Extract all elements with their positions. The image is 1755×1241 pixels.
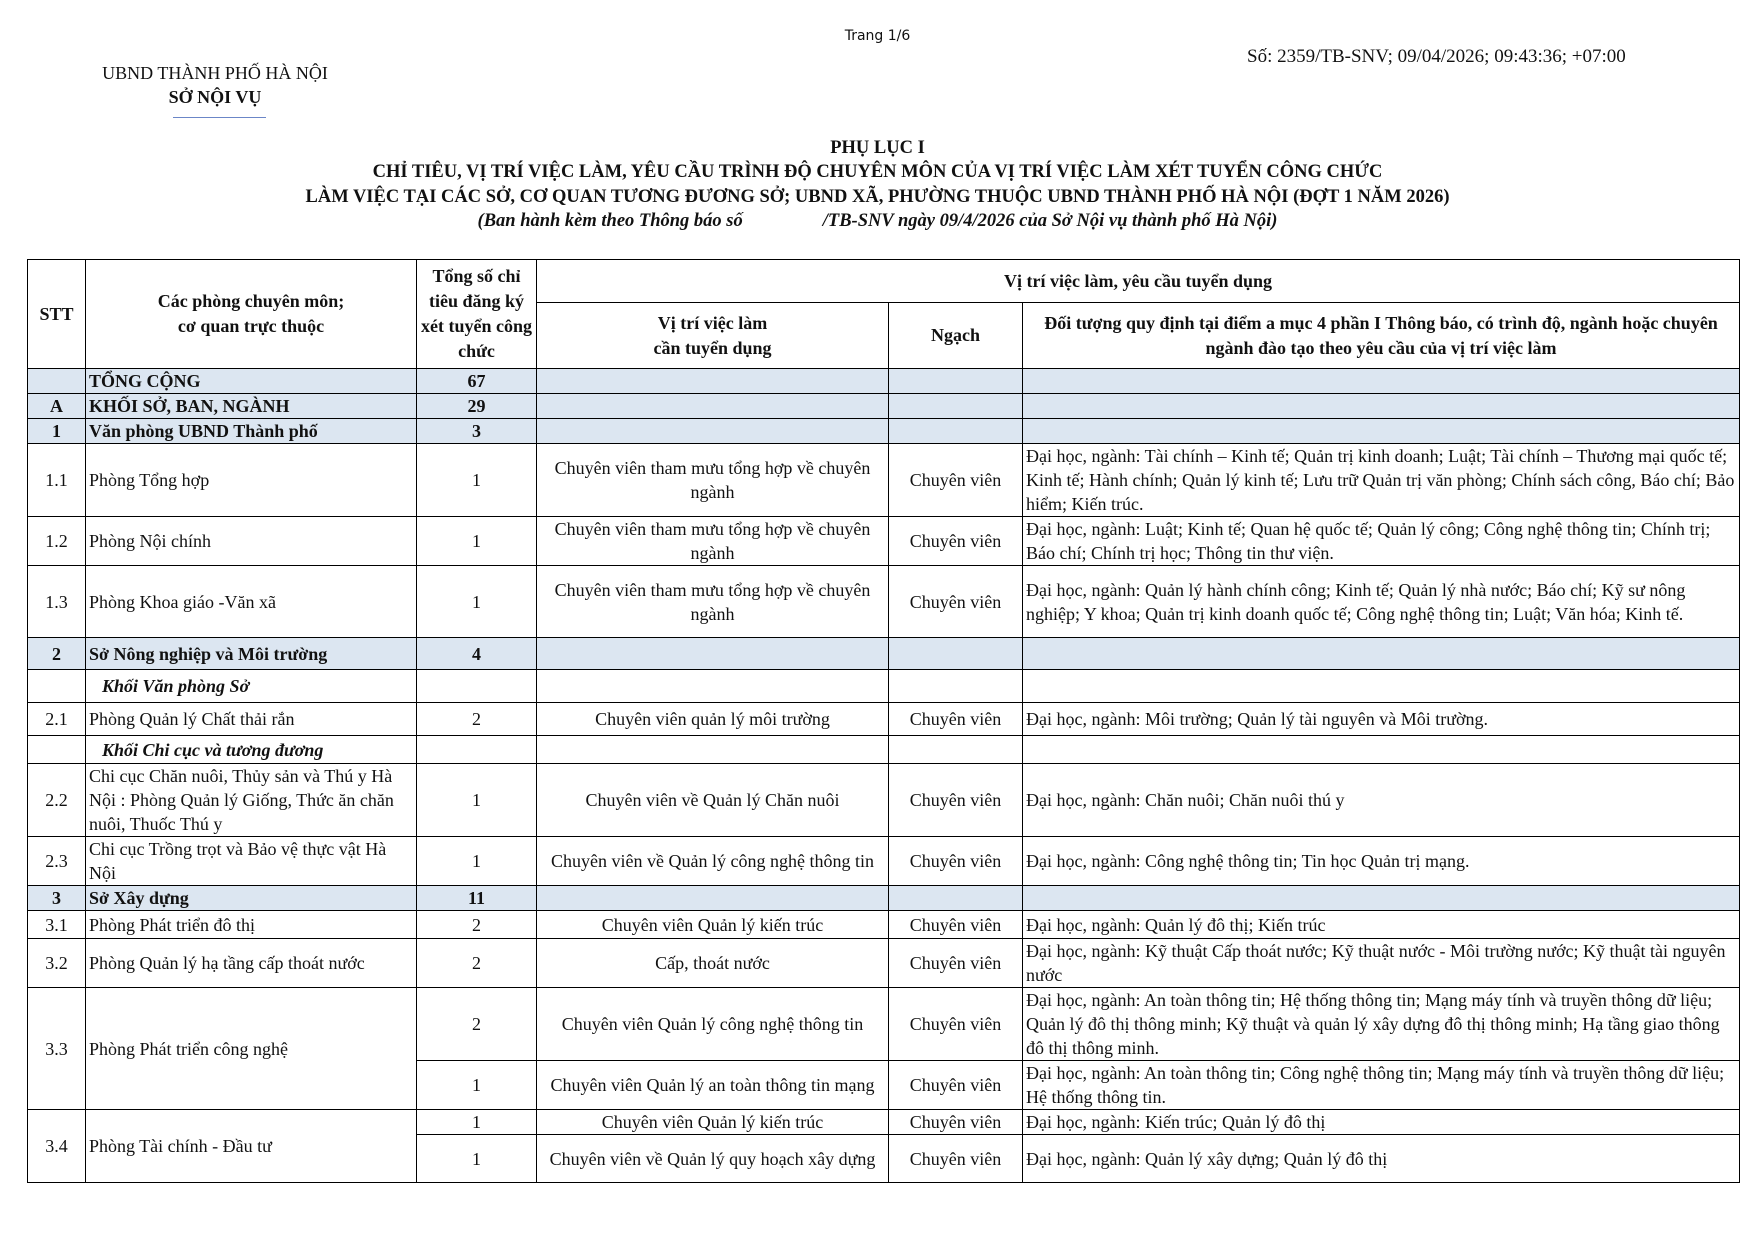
header-position: Vị trí việc làm cần tuyển dụng [537, 303, 889, 369]
header-department: Các phòng chuyên môn; cơ quan trực thuộc [86, 260, 417, 369]
cell-rank: Chuyên viên [889, 837, 1023, 886]
cell-position: Chuyên viên Quản lý kiến trúc [537, 911, 889, 939]
cell-rank: Chuyên viên [889, 517, 1023, 566]
cell-rank: Chuyên viên [889, 1061, 1023, 1110]
header-requirement: Đối tượng quy định tại điểm a mục 4 phần I Thông báo, có trình độ, ngành hoặc chuyên ngành đào tạo theo yêu cầu của vị trí việc làm [1023, 303, 1740, 369]
cell-name: TỔNG CỘNG [86, 369, 417, 394]
cell-requirement: Đại học, ngành: Luật; Kinh tế; Quan hệ quốc tế; Quản lý công; Công nghệ thông tin; Chính trị; Báo chí; Chính trị học; Thông tin thư viện. [1023, 517, 1740, 566]
cell-requirement: Đại học, ngành: Công nghệ thông tin; Tin học Quản trị mạng. [1023, 837, 1740, 886]
cell-position: Chuyên viên về Quản lý công nghệ thông tin [537, 837, 889, 886]
cell-requirement: Đại học, ngành: Quản lý đô thị; Kiến trúc [1023, 911, 1740, 939]
table-row-subgroup [28, 736, 1740, 764]
cell-requirement: Đại học, ngành: Kỹ thuật Cấp thoát nước; Kỹ thuật nước - Môi trường nước; Kỹ thuật tài nguyên nước [1023, 939, 1740, 988]
cell-requirement: Đại học, ngành: An toàn thông tin; Công nghệ thông tin; Mạng máy tính và truyền thông dữ liệu; Hệ thống thông tin. [1023, 1061, 1740, 1110]
cell-quota: 1 [417, 1135, 537, 1183]
cell-name: KHỐI SỞ, BAN, NGÀNH [86, 394, 417, 419]
cell-requirement: Đại học, ngành: Kiến trúc; Quản lý đô thị [1023, 1110, 1740, 1135]
cell-name: Chi cục Chăn nuôi, Thủy sản và Thú y Hà Nội : Phòng Quản lý Giống, Thức ăn chăn nuôi, Thuốc Thú y [86, 764, 417, 837]
cell-stt: 3 [28, 886, 86, 911]
cell-quota: 3 [417, 419, 537, 444]
table-row-section-2 [28, 638, 1740, 670]
subtitle-part-2: /TB-SNV ngày 09/4/2026 của Sở Nội vụ thành phố Hà Nội) [822, 211, 1278, 231]
cell-quota: 4 [417, 638, 537, 670]
cell-quota: 1 [417, 444, 537, 517]
cell-rank: Chuyên viên [889, 1110, 1023, 1135]
table-row-section-1 [28, 419, 1740, 444]
document-title-line-2: LÀM VIỆC TẠI CÁC SỞ, CƠ QUAN TƯƠNG ĐƯƠNG SỞ; UBND XÃ, PHƯỜNG THUỘC UBND THÀNH PHỐ HÀ NỘI (ĐỢT 1 NĂM 2026) [305, 187, 1450, 207]
cell-name: Phòng Nội chính [86, 517, 417, 566]
cell-name: Phòng Phát triển đô thị [86, 911, 417, 939]
cell-stt: 3.1 [28, 911, 86, 939]
cell-name: Phòng Quản lý Chất thải rắn [86, 703, 417, 736]
table-row [28, 1110, 1740, 1135]
cell-quota: 1 [417, 517, 537, 566]
cell-requirement: Đại học, ngành: Chăn nuôi; Chăn nuôi thú y [1023, 764, 1740, 837]
header-quota: Tổng số chỉ tiêu đăng ký xét tuyển công chức [417, 260, 537, 369]
cell-rank: Chuyên viên [889, 444, 1023, 517]
cell-name: Văn phòng UBND Thành phố [86, 419, 417, 444]
cell-stt: A [28, 394, 86, 419]
cell-name: Phòng Tổng hợp [86, 444, 417, 517]
cell-name: Sở Nông nghiệp và Môi trường [86, 638, 417, 670]
issuing-department: SỞ NỘI VỤ [168, 87, 262, 107]
cell-name: Chi cục Trồng trọt và Bảo vệ thực vật Hà Nội [86, 837, 417, 886]
cell-position: Chuyên viên Quản lý an toàn thông tin mạng [537, 1061, 889, 1110]
cell-quota: 2 [417, 988, 537, 1061]
table-row [28, 764, 1740, 837]
cell-stt: 1 [28, 419, 86, 444]
cell-position: Chuyên viên về Quản lý Chăn nuôi [537, 764, 889, 837]
cell-quota: 1 [417, 1061, 537, 1110]
cell-stt: 2.3 [28, 837, 86, 886]
cell-name: Phòng Phát triển công nghệ [86, 988, 417, 1110]
table-row [28, 988, 1740, 1061]
cell-name: Sở Xây dựng [86, 886, 417, 911]
cell-rank: Chuyên viên [889, 703, 1023, 736]
document-title-line-1: CHỈ TIÊU, VỊ TRÍ VIỆC LÀM, YÊU CẦU TRÌNH ĐỘ CHUYÊN MÔN CỦA VỊ TRÍ VIỆC LÀM XÉT TUYỂN CÔNG CHỨC [372, 162, 1383, 182]
cell-quota: 2 [417, 939, 537, 988]
cell-requirement: Đại học, ngành: Tài chính – Kinh tế; Quản trị kinh doanh; Luật; Tài chính – Thương mại quốc tế; Kinh tế; Hành chính; Quản lý kinh tế; Lưu trữ Quản trị văn phòng; Chính sách công, Báo chí; Bảo hiểm; Kiến trúc. [1023, 444, 1740, 517]
cell-stt: 2 [28, 638, 86, 670]
issuing-authority: UBND THÀNH PHỐ HÀ NỘI [102, 63, 328, 83]
cell-rank: Chuyên viên [889, 566, 1023, 638]
cell-stt: 3.3 [28, 988, 86, 1110]
cell-requirement: Đại học, ngành: Quản lý hành chính công; Kinh tế; Quản lý nhà nước; Báo chí; Kỹ sư nông nghiệp; Y khoa; Quản trị kinh doanh quốc tế; Công nghệ thông tin; Luật; Văn hóa; Kinh tế. [1023, 566, 1740, 638]
cell-rank: Chuyên viên [889, 764, 1023, 837]
table-row-subgroup [28, 670, 1740, 703]
cell-position: Cấp, thoát nước [537, 939, 889, 988]
cell-stt: 1.1 [28, 444, 86, 517]
cell-stt: 1.2 [28, 517, 86, 566]
cell-name: Phòng Tài chính - Đầu tư [86, 1110, 417, 1183]
table-row [28, 444, 1740, 517]
cell-quota: 1 [417, 837, 537, 886]
cell-position: Chuyên viên Quản lý công nghệ thông tin [537, 988, 889, 1061]
table-row-section-3 [28, 886, 1740, 911]
table-row [28, 911, 1740, 939]
cell-name: Phòng Khoa giáo -Văn xã [86, 566, 417, 638]
cell-subgroup: Khối Chi cục và tương đương [86, 736, 417, 764]
divider-line [173, 117, 266, 118]
table-row [28, 837, 1740, 886]
document-number: Số: 2359/TB-SNV; 09/04/2026; 09:43:36; +07:00 [1247, 46, 1626, 67]
cell-quota: 11 [417, 886, 537, 911]
cell-rank: Chuyên viên [889, 1135, 1023, 1183]
cell-stt [28, 369, 86, 394]
cell-position: Chuyên viên quản lý môi trường [537, 703, 889, 736]
cell-position: Chuyên viên về Quản lý quy hoạch xây dựng [537, 1135, 889, 1183]
cell-quota: 2 [417, 911, 537, 939]
cell-requirement: Đại học, ngành: An toàn thông tin; Hệ thống thông tin; Mạng máy tính và truyền thông dữ liệu; Quản lý đô thị thông minh; Kỹ thuật và quản lý xây dựng đô thị thông minh; Hạ tầng giao thông đô thị thông minh. [1023, 988, 1740, 1061]
cell-quota: 1 [417, 566, 537, 638]
cell-rank: Chuyên viên [889, 911, 1023, 939]
document-subtitle [0, 211, 1755, 232]
page-label: Trang 1/6 [844, 28, 911, 44]
cell-name: Phòng Quản lý hạ tầng cấp thoát nước [86, 939, 417, 988]
table-row-total [28, 369, 1740, 394]
cell-quota: 1 [417, 764, 537, 837]
cell-quota: 67 [417, 369, 537, 394]
cell-stt: 2.1 [28, 703, 86, 736]
cell-position: Chuyên viên Quản lý kiến trúc [537, 1110, 889, 1135]
header-position-group: Vị trí việc làm, yêu cầu tuyển dụng [537, 260, 1740, 303]
cell-stt: 2.2 [28, 764, 86, 837]
cell-rank: Chuyên viên [889, 988, 1023, 1061]
header-rank: Ngạch [889, 303, 1023, 369]
cell-quota: 1 [417, 1110, 537, 1135]
cell-subgroup: Khối Văn phòng Sở [86, 670, 417, 703]
table-row-section-a [28, 394, 1740, 419]
cell-stt: 3.2 [28, 939, 86, 988]
cell-position: Chuyên viên tham mưu tổng hợp về chuyên ngành [537, 566, 889, 638]
cell-requirement: Đại học, ngành: Quản lý xây dựng; Quản lý đô thị [1023, 1135, 1740, 1183]
recruitment-table [27, 259, 1740, 1183]
header-stt: STT [28, 260, 86, 369]
table-row [28, 703, 1740, 736]
cell-quota: 29 [417, 394, 537, 419]
cell-quota: 2 [417, 703, 537, 736]
cell-stt: 3.4 [28, 1110, 86, 1183]
cell-position: Chuyên viên tham mưu tổng hợp về chuyên ngành [537, 444, 889, 517]
subtitle-part-1: (Ban hành kèm theo Thông báo số [477, 211, 743, 231]
cell-requirement: Đại học, ngành: Môi trường; Quản lý tài nguyên và Môi trường. [1023, 703, 1740, 736]
cell-position: Chuyên viên tham mưu tổng hợp về chuyên ngành [537, 517, 889, 566]
table-row [28, 939, 1740, 988]
table-row [28, 566, 1740, 638]
cell-stt: 1.3 [28, 566, 86, 638]
cell-rank: Chuyên viên [889, 939, 1023, 988]
table-row [28, 517, 1740, 566]
appendix-title: PHỤ LỤC I [830, 138, 925, 158]
